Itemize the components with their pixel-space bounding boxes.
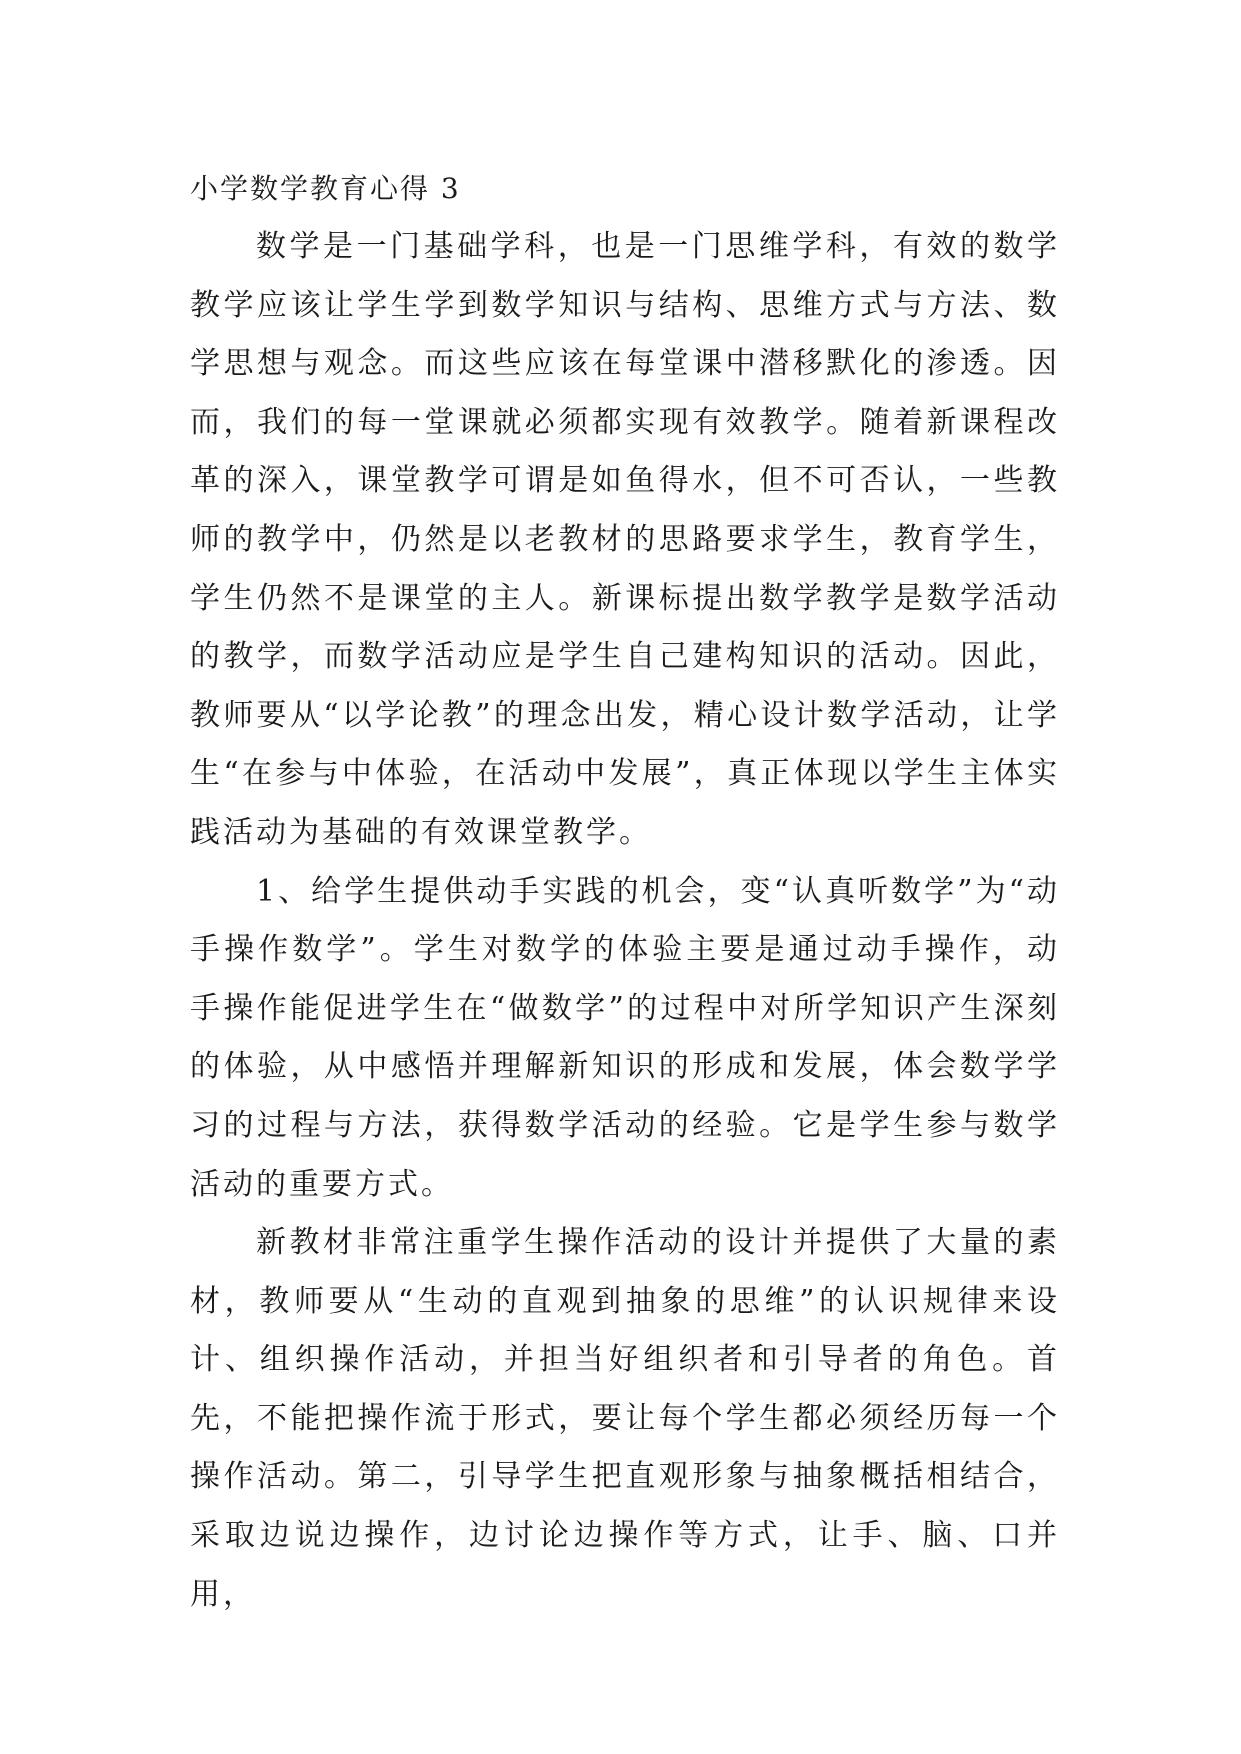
document-title: 小学数学教育心得 3 (190, 172, 461, 205)
paragraph-point-1: 1、给学生提供动手实践的机会，变“认真听数学”为“动手操作数学”。学生对数学的体验主要是通过动手操作，动手操作能促进学生在“做数学”的过程中对所学知识产生深刻的体验，从中感悟并理解新知识的形成和发展，体会数学学习的过程与方法，获得数学活动的经验。它是学生参与数学活动的重要方式。 (190, 873, 1060, 1202)
paragraph-materials: 新教材非常注重学生操作活动的设计并提供了大量的素材，教师要从“生动的直观到抽象的思维”的认识规律来设计、组织操作活动，并担当好组织者和引导者的角色。首先，不能把操作流于形式，要让每个学生都必须经历每一个操作活动。第二，引导学生把直观形象与抽象概括相结合，采取边说边操作，边讨论边操作等方式，让手、脑、口并用， (190, 1225, 1060, 1612)
paragraph-intro: 数学是一门基础学科，也是一门思维学科，有效的数学教学应该让学生学到数学知识与结构、思维方式与方法、数学思想与观念。而这些应该在每堂课中潜移默化的渗透。因而，我们的每一堂课就必须都实现有效教学。随着新课程改革的深入，课堂教学可谓是如鱼得水，但不可否认，一些教师的教学中，仍然是以老教材的思路要求学生，教育学生，学生仍然不是课堂的主人。新课标提出数学教学是数学活动的教学，而数学活动应是学生自己建构知识的活动。因此，教师要从“以学论教”的理念出发，精心设计数学活动，让学生“在参与中体验，在活动中发展”，真正体现以学生主体实践活动为基础的有效课堂教学。 (190, 229, 1060, 850)
document-body (190, 160, 1060, 1624)
